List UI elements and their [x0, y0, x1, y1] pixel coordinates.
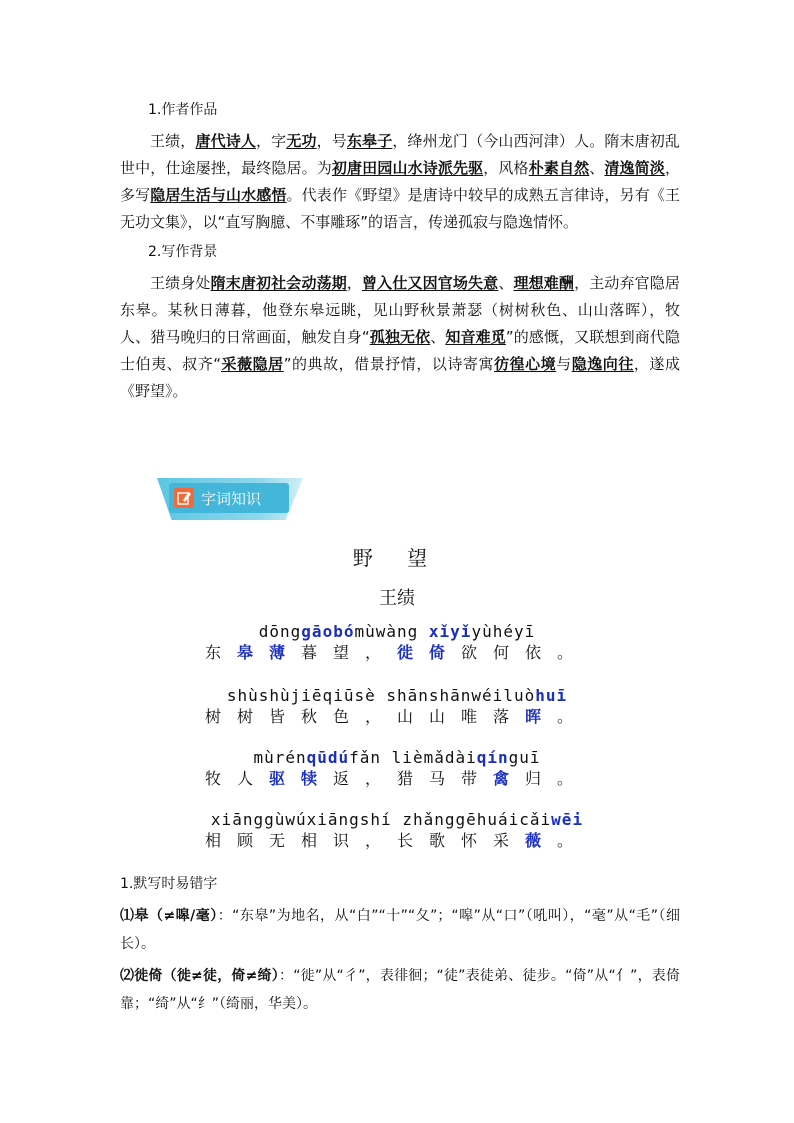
highlighted-char: 徙倚 [397, 643, 462, 662]
key-term: 采薇隐居 [221, 355, 284, 373]
highlighted-char: 驱犊 [268, 769, 333, 788]
key-term: 朴素自然 [528, 159, 590, 177]
text-run: 东 [204, 643, 237, 662]
key-term: 曾入仕又因官场失意 [362, 274, 499, 292]
text-run: ，绛州龙门（今山西河津）人。隋末唐初乱世中，仕途屡挫，最终隐居。为 [120, 132, 680, 177]
text-run: 归。 [525, 769, 590, 788]
pinyin-line [0, 686, 794, 706]
poem-line-4 [0, 810, 794, 852]
text-run: 。 [557, 707, 590, 726]
vocabulary-banner [157, 478, 303, 520]
text-run: guī [508, 748, 541, 767]
key-term: 初唐田园山水诗派先驱 [331, 159, 484, 177]
text-run: ，遂成《野望》。 [120, 355, 680, 400]
text-run: 与 [556, 355, 572, 373]
text-run: yùhéyī [471, 622, 536, 641]
poem-line-2 [0, 686, 794, 728]
highlighted-pinyin: gāo [301, 622, 334, 641]
text-run: ”的感慨，又联想到商代隐士伯夷、叔齐“ [120, 328, 680, 373]
text-run: ，多写 [120, 159, 680, 204]
highlighted-char: 薇 [524, 831, 557, 850]
pinyin-line [0, 748, 794, 768]
text-run: 、 [589, 159, 605, 177]
highlighted-char: 薄 [268, 643, 301, 662]
text-run: 树树皆秋色，山山唯落 [204, 707, 525, 726]
text-run: 、 [430, 328, 446, 346]
section-heading-errors: 1.默写时易错字 [120, 876, 218, 892]
hanzi-line [0, 830, 794, 852]
error-term: ⑵徙倚（徙≠徒，倚≠绮） [120, 968, 279, 984]
hanzi-line [0, 706, 794, 728]
poem-line-1 [0, 622, 794, 664]
note-item [120, 902, 680, 958]
hanzi-line [0, 642, 794, 664]
key-term: 无功 [286, 132, 317, 150]
key-term: 孤独无依 [369, 328, 431, 346]
highlighted-pinyin: qūdú [306, 748, 350, 767]
text-run: ，主动弃官隐居东皋。某秋日薄暮，他登东皋远眺，见山野秋景萧瑟（树树秋色、山山落晖），牧人、猎马晚归的日常画面，触发自身“ [120, 274, 680, 346]
key-term: 唐代诗人 [195, 132, 257, 150]
edit-icon [174, 488, 194, 508]
highlighted-char: 禽 [493, 769, 526, 788]
key-term: 清逸简淡 [604, 159, 665, 177]
highlighted-char: 皋 [236, 643, 269, 662]
text-run: 返，猎马带 [332, 769, 493, 788]
text-run: 牧人 [204, 769, 269, 788]
text-run: 、 [498, 274, 514, 292]
text-run: 欲何依。 [461, 643, 590, 662]
pinyin-line [0, 622, 794, 642]
highlighted-pinyin: wēi [551, 810, 584, 829]
text-run: 王绩， [150, 132, 196, 150]
text-run: shùshùjiēqiūsè shānshānwéiluò [226, 686, 536, 705]
note-item [120, 962, 680, 1018]
key-term: 隐逸向往 [571, 355, 634, 373]
text-run: 暮望， [301, 643, 398, 662]
text-run: mùwàng [354, 622, 429, 641]
key-term: 隋末唐初社会动荡期 [210, 274, 347, 292]
hanzi-line [0, 768, 794, 790]
error-term: ⑴皋（≠嗥/毫） [120, 908, 218, 924]
key-term: 知音难觅 [445, 328, 506, 346]
poem-author: 王绩 [379, 588, 415, 609]
highlighted-pinyin: huī [535, 686, 568, 705]
intro-section [120, 98, 680, 409]
text-run: 。 [557, 831, 590, 850]
highlighted-pinyin: xǐyǐ [428, 622, 472, 641]
poem-line-3 [0, 748, 794, 790]
author-paragraph [120, 128, 680, 236]
text-run: 。代表作《野望》是唐诗中较早的成熟五言律诗，另有《王无功文集》，以“直写胸臆、不事雕琢”的语言，传递孤寂与隐逸情怀。 [120, 186, 680, 231]
text-run: dōng [258, 622, 302, 641]
text-run: ：“徙”从“彳”，表徘徊；“徒”表徒弟、徒步。“倚”从“亻”，表倚靠；“绮”从“纟”（绮丽，华美）。 [120, 968, 681, 1012]
text-run: xiānggùwúxiāngshí zhǎnggēhuáicǎi [210, 810, 552, 829]
text-run: ，风格 [483, 159, 529, 177]
key-term: 隐居生活与山水感悟 [150, 186, 287, 204]
pinyin-line [0, 810, 794, 830]
key-term: 理想难酬 [513, 274, 575, 292]
text-run: fǎn lièmǎdài [349, 748, 477, 767]
highlighted-char: 晖 [524, 707, 557, 726]
text-run: ， [346, 274, 363, 292]
text-run: ”的典故，借景抒情，以诗寄寓 [283, 355, 495, 373]
poem-title: 野 望 [352, 546, 442, 570]
error-prone-section [120, 870, 680, 1018]
key-term: 东皋子 [346, 132, 393, 150]
text-run: ：“东皋”为地名，从“白”“十”“夂”；“嗥”从“口”（吼叫），“毫”从“毛”（细长）。 [120, 908, 681, 952]
key-term: 彷徨心境 [494, 355, 557, 373]
text-run: 相顾无相识，长歌怀采 [204, 831, 525, 850]
section-heading-background: 2.写作背景 [148, 244, 218, 260]
text-run: ，字 [256, 132, 287, 150]
banner-label: 字词知识 [201, 490, 262, 508]
text-run: ，号 [316, 132, 347, 150]
highlighted-pinyin: bó [333, 622, 355, 641]
highlighted-pinyin: qín [476, 748, 509, 767]
text-run: mùrén [253, 748, 307, 767]
text-run: 王绩身处 [150, 274, 211, 292]
banner-inner [169, 483, 289, 513]
section-heading-author: 1.作者作品 [148, 102, 218, 118]
background-paragraph [120, 270, 680, 405]
